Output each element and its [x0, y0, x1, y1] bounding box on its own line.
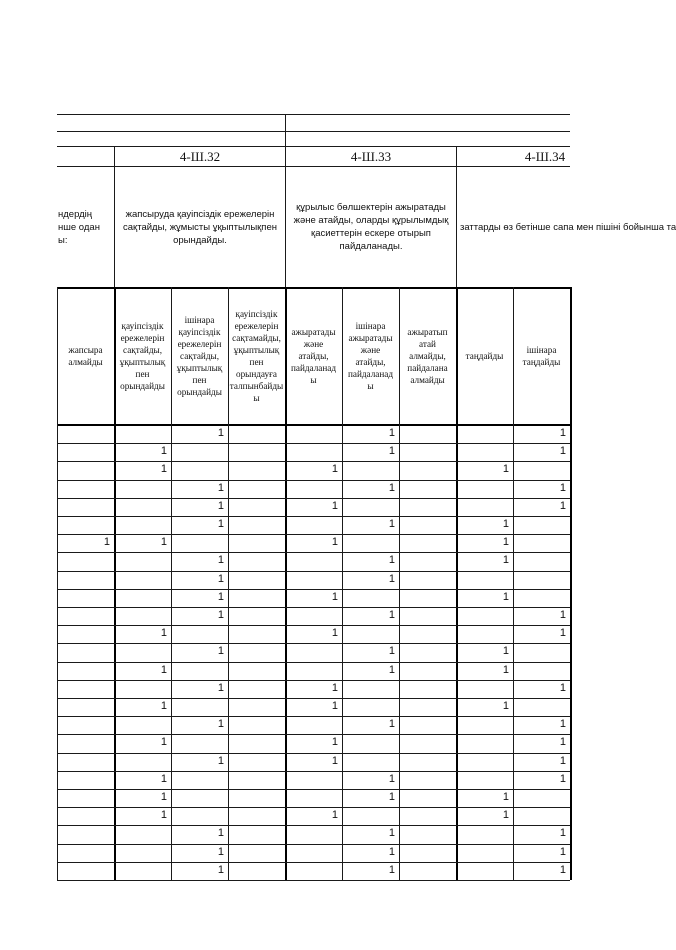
- group-description-4-sh-33: құрылыс бөлшектерін ажыратады және атайды, оларды құрылымдық қасиеттерін ескере отырып пайдаланады.: [293, 202, 449, 252]
- table-cell: [456, 427, 509, 443]
- table-cell: [285, 718, 338, 734]
- table-cell: 1: [388, 572, 395, 585]
- table-cell: 1: [217, 754, 224, 767]
- table-cell: 1: [559, 772, 566, 785]
- table-cell: 1: [388, 645, 395, 658]
- table-cell: [399, 718, 452, 734]
- table-cell: 1: [217, 609, 224, 621]
- table-cell: 1: [331, 681, 338, 694]
- table-cell: 1: [502, 463, 509, 476]
- table-cell: [228, 463, 281, 479]
- table-cell: [57, 445, 110, 461]
- table-cell: 1: [388, 445, 395, 458]
- table-cell: [228, 827, 281, 843]
- grid-line: [57, 424, 570, 426]
- table-cell: [399, 573, 452, 589]
- table-cell: [114, 500, 167, 516]
- table-cell: 1: [103, 536, 110, 549]
- table-cell: [399, 664, 452, 680]
- grid-line: [57, 114, 570, 115]
- table-cell: 1: [502, 700, 509, 712]
- table-cell: 1: [559, 681, 566, 694]
- table-cell: 1: [331, 499, 338, 512]
- table-cell: [228, 700, 281, 716]
- grid-line: [57, 880, 570, 881]
- table-cell: [399, 773, 452, 789]
- table-cell: 1: [559, 827, 566, 840]
- table-cell: [513, 536, 566, 552]
- table-cell: 1: [217, 645, 224, 658]
- table-cell: 1: [160, 463, 167, 476]
- table-cell: [399, 445, 452, 461]
- table-cell: 1: [217, 481, 224, 494]
- table-cell: [513, 809, 566, 825]
- table-cell: [114, 645, 167, 661]
- table-cell: 1: [217, 499, 224, 512]
- table-cell: [456, 500, 509, 516]
- table-cell: 1: [502, 809, 509, 822]
- table-cell: [57, 773, 110, 789]
- table-cell: [228, 627, 281, 643]
- table-cell: [114, 591, 167, 607]
- table-cell: [513, 573, 566, 589]
- table-cell: [114, 518, 167, 534]
- table-cell: [513, 591, 566, 607]
- table-cell: [57, 682, 110, 698]
- table-cell: [399, 827, 452, 843]
- table-cell: [399, 536, 452, 552]
- table-cell: 1: [160, 663, 167, 676]
- table-cell: 1: [331, 754, 338, 767]
- table-cell: [456, 573, 509, 589]
- table-cell: [513, 791, 566, 807]
- table-cell: [114, 682, 167, 698]
- table-cell: 1: [388, 518, 395, 530]
- grid-line: [456, 146, 457, 287]
- table-cell: [399, 482, 452, 498]
- table-cell: [228, 846, 281, 862]
- subheader-cell: ішінара қауіпсіздік ережелерін сақтайды, ұқыптылық пен орындайды: [176, 315, 223, 397]
- table-cell: [513, 463, 566, 479]
- table-cell: 1: [388, 863, 395, 876]
- table-cell: 1: [160, 627, 167, 640]
- grid-line: [57, 131, 570, 132]
- table-cell: 1: [388, 481, 395, 494]
- table-cell: 1: [160, 700, 167, 712]
- table-cell: [342, 736, 395, 752]
- table-cell: 1: [217, 518, 224, 530]
- table-cell: [57, 573, 110, 589]
- table-cell: 1: [160, 736, 167, 749]
- table-cell: 1: [559, 754, 566, 767]
- subheader-cell: ажыратып атай алмайды, пайдалана алмайды: [407, 327, 448, 385]
- table-cell: [171, 445, 224, 461]
- table-cell: 1: [388, 772, 395, 785]
- table-cell: 1: [217, 863, 224, 876]
- table-cell: [171, 700, 224, 716]
- grid-line: [57, 166, 570, 167]
- table-cell: [456, 827, 509, 843]
- table-cell: [57, 755, 110, 771]
- table-cell: [399, 645, 452, 661]
- table-cell: [171, 791, 224, 807]
- table-cell: 1: [502, 645, 509, 658]
- table-cell: 1: [559, 845, 566, 858]
- table-cell: [57, 427, 110, 443]
- table-cell: [456, 445, 509, 461]
- table-cell: [342, 591, 395, 607]
- table-cell: 1: [559, 609, 566, 621]
- grid-line: [570, 287, 572, 880]
- subheader-cell: қауіпсіздік ережелерін сақтамайды, ұқыптылық пен орындауға талпынбайды ы: [229, 309, 284, 403]
- table-cell: [57, 627, 110, 643]
- table-cell: [228, 864, 281, 880]
- table-cell: [342, 755, 395, 771]
- subheader-cell: таңдайды: [465, 351, 504, 361]
- table-cell: 1: [160, 536, 167, 549]
- table-cell: [228, 755, 281, 771]
- table-cell: [513, 664, 566, 680]
- group-code-4-sh-33: 4-Ш.33: [350, 149, 392, 164]
- table-cell: [171, 536, 224, 552]
- table-cell: [342, 700, 395, 716]
- table-cell: [57, 846, 110, 862]
- table-cell: [57, 791, 110, 807]
- table-cell: [228, 736, 281, 752]
- table-cell: [456, 755, 509, 771]
- table-cell: [342, 682, 395, 698]
- table-cell: 1: [160, 809, 167, 822]
- table-cell: [228, 682, 281, 698]
- table-cell: [228, 664, 281, 680]
- table-cell: [399, 609, 452, 625]
- table-cell: 1: [217, 590, 224, 603]
- table-cell: [399, 500, 452, 516]
- table-cell: [285, 664, 338, 680]
- grid-line: [57, 287, 570, 289]
- table-cell: 1: [388, 427, 395, 439]
- table-cell: 1: [217, 827, 224, 840]
- table-cell: 1: [331, 463, 338, 476]
- table-cell: [228, 518, 281, 534]
- table-cell: [456, 846, 509, 862]
- table-cell: [114, 827, 167, 843]
- table-cell: [285, 482, 338, 498]
- table-cell: 1: [559, 427, 566, 439]
- table-cell: 1: [388, 827, 395, 840]
- table-cell: [285, 791, 338, 807]
- table-cell: [228, 536, 281, 552]
- table-cell: [228, 791, 281, 807]
- table-cell: 1: [502, 663, 509, 676]
- table-cell: [456, 682, 509, 698]
- table-cell: [228, 718, 281, 734]
- table-cell: [114, 482, 167, 498]
- table-cell: [399, 791, 452, 807]
- subheader-cell: ажыратады және атайды, пайдаланад ы: [290, 327, 337, 385]
- table-cell: [57, 864, 110, 880]
- table-cell: [57, 700, 110, 716]
- subheader-cell: жапсыра алмайды: [68, 345, 103, 367]
- table-cell: [513, 645, 566, 661]
- table-cell: [285, 573, 338, 589]
- table-cell: [342, 809, 395, 825]
- table-cell: [171, 736, 224, 752]
- subheader-cell: қауіпсіздік ережелерін сақтайды, ұқыптылық пен орындайды: [119, 321, 166, 391]
- table-cell: 1: [331, 700, 338, 712]
- table-cell: [342, 463, 395, 479]
- table-cell: [399, 427, 452, 443]
- table-cell: [57, 718, 110, 734]
- table-cell: [57, 482, 110, 498]
- table-cell: [342, 536, 395, 552]
- table-cell: 1: [217, 718, 224, 731]
- table-cell: 1: [502, 536, 509, 549]
- grid-line: [114, 146, 115, 287]
- table-cell: 1: [559, 445, 566, 458]
- table-cell: [456, 482, 509, 498]
- table-cell: [399, 736, 452, 752]
- table-cell: 1: [160, 445, 167, 458]
- table-cell: 1: [217, 845, 224, 858]
- table-cell: 1: [388, 718, 395, 731]
- table-cell: [228, 609, 281, 625]
- table-cell: [57, 609, 110, 625]
- table-cell: 1: [331, 590, 338, 603]
- table-cell: [342, 627, 395, 643]
- grid-line: [57, 516, 570, 517]
- group-code-4-sh-32: 4-Ш.32: [179, 149, 221, 164]
- table-cell: [456, 736, 509, 752]
- table-cell: [513, 554, 566, 570]
- table-cell: 1: [388, 663, 395, 676]
- table-cell: 1: [160, 772, 167, 785]
- table-cell: [114, 846, 167, 862]
- table-cell: [456, 627, 509, 643]
- table-cell: 1: [502, 518, 509, 530]
- grid-line: [57, 146, 570, 147]
- table-cell: [228, 445, 281, 461]
- table-cell: [285, 827, 338, 843]
- group-description-partial: ндердің нше одан ы:: [58, 208, 100, 246]
- table-cell: [285, 518, 338, 534]
- grid-line: [57, 698, 570, 699]
- table-cell: [57, 664, 110, 680]
- table-cell: [285, 846, 338, 862]
- table-cell: [228, 554, 281, 570]
- table-cell: [285, 773, 338, 789]
- table-cell: [456, 609, 509, 625]
- table-cell: 1: [502, 791, 509, 803]
- table-cell: [228, 809, 281, 825]
- table-cell: [114, 573, 167, 589]
- grid-line: [57, 789, 570, 790]
- table-cell: [456, 864, 509, 880]
- table-cell: 1: [559, 481, 566, 494]
- table-cell: [57, 554, 110, 570]
- table-cell: [114, 864, 167, 880]
- table-cell: [57, 809, 110, 825]
- table-cell: 1: [160, 791, 167, 803]
- table-cell: [171, 773, 224, 789]
- table-cell: 1: [559, 627, 566, 640]
- table-cell: [285, 554, 338, 570]
- grid-line: [285, 114, 286, 146]
- table-cell: [228, 591, 281, 607]
- table-cell: [171, 664, 224, 680]
- table-cell: 1: [388, 554, 395, 567]
- table-cell: [228, 500, 281, 516]
- table-cell: 1: [217, 427, 224, 439]
- table-cell: [399, 554, 452, 570]
- table-cell: 1: [559, 863, 566, 876]
- table-cell: [513, 700, 566, 716]
- table-cell: [114, 609, 167, 625]
- group-description-4-sh-32: жапсыруда қауіпсіздік ережелерін сақтайды, жұмысты ұқыптылықпен орындайды.: [123, 208, 277, 246]
- group-description-4-sh-34: заттарды өз бетінше сапа мен пішіні бойынша та: [460, 221, 676, 233]
- table-cell: 1: [331, 809, 338, 822]
- table-cell: 1: [331, 736, 338, 749]
- grid-line: [57, 607, 570, 608]
- group-code-4-sh-34: 4-Ш.34: [524, 149, 566, 164]
- table-cell: [399, 846, 452, 862]
- table-cell: [456, 718, 509, 734]
- table-cell: [228, 482, 281, 498]
- table-cell: 1: [502, 554, 509, 567]
- table-cell: [228, 645, 281, 661]
- table-cell: 1: [388, 845, 395, 858]
- table-cell: [285, 864, 338, 880]
- table-cell: 1: [217, 554, 224, 567]
- table-cell: [399, 864, 452, 880]
- table-cell: [285, 645, 338, 661]
- table-cell: 1: [559, 499, 566, 512]
- table-cell: [285, 427, 338, 443]
- table-cell: 1: [331, 627, 338, 640]
- grid-line: [285, 146, 286, 287]
- table-cell: 1: [217, 681, 224, 694]
- table-cell: 1: [502, 590, 509, 603]
- table-cell: [285, 609, 338, 625]
- table-cell: [399, 463, 452, 479]
- table-cell: [171, 809, 224, 825]
- table-cell: [171, 627, 224, 643]
- table-cell: [57, 736, 110, 752]
- table-cell: [285, 445, 338, 461]
- table-cell: [57, 463, 110, 479]
- table-cell: [114, 554, 167, 570]
- table-cell: [228, 427, 281, 443]
- table-cell: [399, 700, 452, 716]
- table-cell: [513, 518, 566, 534]
- table-cell: [114, 427, 167, 443]
- table-cell: [399, 518, 452, 534]
- table-cell: [114, 755, 167, 771]
- table-cell: [57, 518, 110, 534]
- table-cell: [342, 500, 395, 516]
- table-cell: 1: [559, 718, 566, 731]
- table-cell: [114, 718, 167, 734]
- table-cell: [171, 463, 224, 479]
- table-cell: [456, 773, 509, 789]
- table-cell: [399, 809, 452, 825]
- table-cell: [228, 773, 281, 789]
- table-cell: [399, 591, 452, 607]
- table-cell: [228, 573, 281, 589]
- table-cell: [57, 827, 110, 843]
- table-cell: 1: [217, 572, 224, 585]
- table-cell: [399, 755, 452, 771]
- table-cell: [57, 591, 110, 607]
- table-cell: [399, 682, 452, 698]
- subheader-cell: ішінара ажыратады және атайды, пайдаланад ы: [347, 321, 394, 391]
- table-cell: 1: [559, 736, 566, 749]
- table-cell: 1: [388, 791, 395, 803]
- subheader-cell: ішінара таңдайды: [522, 345, 561, 367]
- table-cell: [57, 645, 110, 661]
- table-cell: 1: [331, 536, 338, 549]
- table-cell: [57, 500, 110, 516]
- table-cell: [399, 627, 452, 643]
- table-cell: 1: [388, 609, 395, 621]
